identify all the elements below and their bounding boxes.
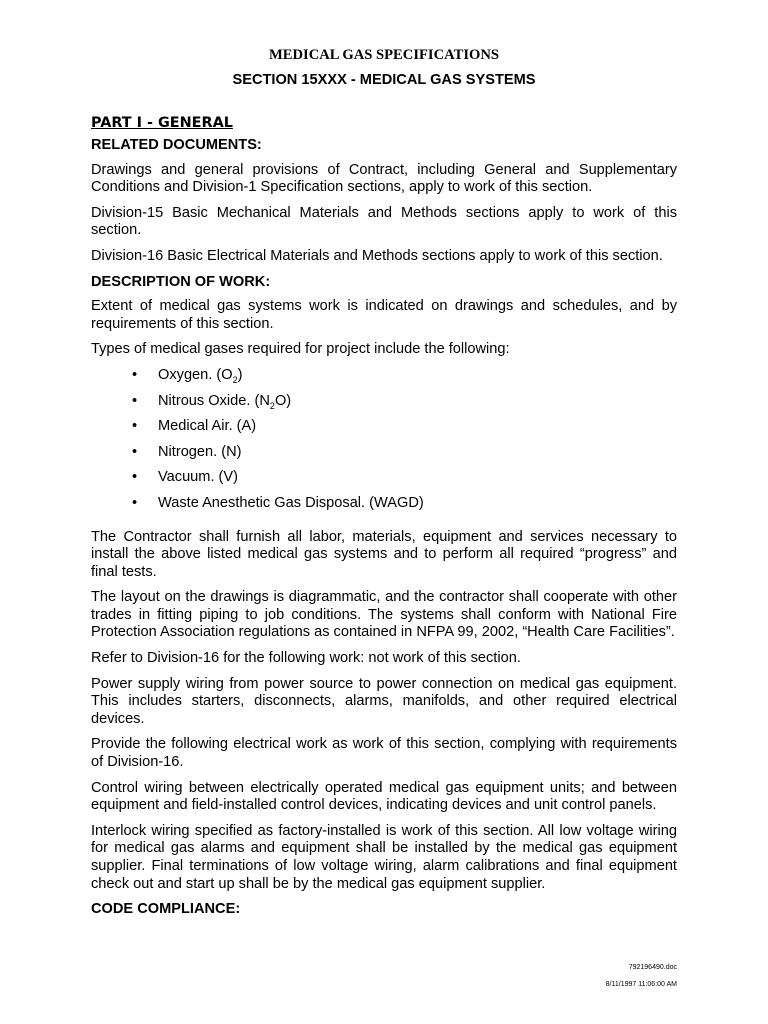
paragraph: Refer to Division-16 for the following work: not work of this section. (91, 650, 521, 667)
bullet-icon: • (132, 443, 138, 460)
footer-timestamp: 8/11/1997 11:06:00 AM (605, 981, 677, 988)
paragraph: Extent of medical gas systems work is indicated on drawings and schedules, and by requirements of this section. (91, 298, 677, 332)
paragraph: Provide the following electrical work as work of this section, complying with requirements of Division-16. (91, 736, 677, 771)
gas-list (91, 367, 677, 521)
paragraph: Division-16 Basic Electrical Materials and Methods sections apply to work of this section. (91, 247, 663, 264)
paragraph: Control wiring between electrically operated medical gas equipment units; and between equipment and field-installed control devices, indicating devices and unit control panels. (91, 779, 677, 814)
related-documents-heading: RELATED DOCUMENTS: (91, 137, 262, 153)
list-item: • Waste Anesthetic Gas Disposal. (WAGD) (132, 494, 424, 511)
paragraph: The Contractor shall furnish all labor, materials, equipment and services necessary to install the above listed medical gas systems and to perform all required “progress” and final tests. (91, 528, 677, 580)
code-compliance-heading: CODE COMPLIANCE: (91, 901, 241, 918)
paragraph: The layout on the drawings is diagrammatic, and the contractor shall cooperate with other trades in fitting piping to job conditions. The systems shall conform with National Fire Protection Association regulations as contained in NFPA 99, 2002, “Health Care Facilities”. (91, 589, 677, 641)
list-item: • Vacuum. (V) (132, 469, 239, 486)
section-title: SECTION 15XXX - MEDICAL GAS SYSTEMS (232, 72, 536, 88)
document-title: MEDICAL GAS SPECIFICATIONS (268, 47, 500, 63)
footer-filename: 792196490.doc (628, 964, 677, 971)
paragraph: Interlock wiring specified as factory-installed is work of this section. All low voltage wiring for medical gas alarms and equipment shall be installed by the medical gas equipment supplier. Final terminations of low voltage wiring, alarm calibrations and final equipment check out and start up shall be by the medical gas equipment supplier. (91, 822, 677, 892)
list-item: • Nitrous Oxide. $(N_2O)$ (132, 392, 292, 411)
document-body (91, 113, 677, 926)
list-item: • Oxygen. $(O_2)$ (132, 366, 243, 385)
part-heading: PART I - GENERAL (91, 115, 233, 131)
list-item: • Medical Air. (A) (132, 418, 257, 435)
paragraph: Types of medical gases required for project include the following: (91, 341, 510, 358)
bullet-icon: • (132, 418, 138, 435)
paragraph: Drawings and general provisions of Contract, including General and Supplementary Conditions and Division-1 Specification sections, apply to work of this section. (91, 161, 677, 196)
paragraph: Power supply wiring from power source to power connection on medical gas equipment. This includes starters, disconnects, alarms, manifolds, and other required electrical devices. (91, 675, 677, 727)
bullet-icon: • (132, 366, 138, 383)
bullet-icon: • (132, 494, 138, 511)
description-of-work-heading: DESCRIPTION OF WORK: (91, 273, 271, 290)
bullet-icon: • (132, 392, 138, 409)
list-item: • Nitrogen. (N) (132, 443, 242, 460)
paragraph: Division-15 Basic Mechanical Materials and Methods sections apply to work of this section. (91, 204, 677, 239)
bullet-icon: • (132, 469, 138, 486)
